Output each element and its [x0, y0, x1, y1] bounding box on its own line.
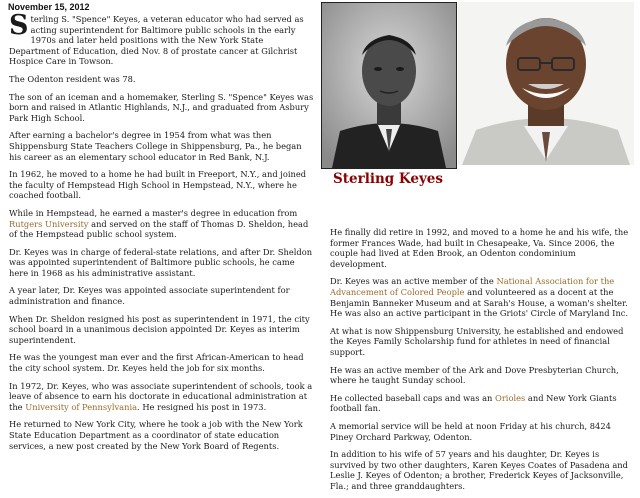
paragraph: In 1962, he moved to a home he had built in Freeport, N.Y., and joined the faculty of Hempstead High School in Hempstead, N.Y., where he coached football.: [9, 169, 307, 201]
paragraph: Sterling S. "Spence" Keyes, a veteran educator who had served as acting superintendent for Baltimore public schools in the early 1970s and later held positions with the New York State Department of Education, died Nov. 8 of prostate cancer at Gilchrist Hospice Care in Towson.: [9, 10, 304, 67]
paragraph: A year later, Dr. Keyes was appointed associate superintendent for administration and finance.: [9, 285, 290, 307]
paragraph: At what is now Shippensburg University, he established and endowed the Keyes Family Scholarship fund for athletes in need of financial support.: [330, 325, 624, 357]
paragraph: Dr. Keyes was in charge of federal-state relations, and after Dr. Sheldon was appointed superintendent of Baltimore public schools, he came here in 1968 as his administrative assistant.: [9, 246, 313, 278]
paragraph: He collected baseball caps and was an Orioles and New York Giants football fan.: [330, 392, 617, 414]
rutgers-link[interactable]: Rutgers University: [9, 218, 89, 229]
paragraph: He was an active member of the Ark and Dove Presbyterian Church, where he taught Sunday school.: [330, 364, 619, 386]
paragraph: A memorial service will be held at noon Friday at his church, 8424 Piney Orchard Parkway, Odenton.: [330, 420, 611, 442]
orioles-link[interactable]: Orioles: [495, 392, 526, 403]
paragraph: He was the youngest man ever and the first African-American to head the city school system. Dr. Keyes held the job for six months.: [9, 352, 304, 374]
paragraph: The son of an iceman and a homemaker, Sterling S. "Spence" Keyes was born and raised in Atlantic Highlands, N.J., and graduated from Asbury Park High School.: [9, 91, 314, 123]
paragraph: He returned to New York City, where he took a job with the New York State Education Department as a coordinator of state education services, a new post created by the New York Board of Regents.: [9, 419, 303, 451]
older-portrait-image: [458, 2, 634, 165]
article-column-right: [330, 227, 630, 498]
paragraph: He finally did retire in 1992, and moved to a home he and his wife, the former Frances Wade, had built in Chesapeake, Va. Since 2006, the couple had lived at Eden Brook, an Odenton condominium development.: [330, 227, 629, 269]
older-portrait-photo: [458, 2, 634, 165]
naacp-link[interactable]: National Association for the Advancement of Colored People: [330, 276, 615, 297]
paragraph: The Odenton resident was 78.: [9, 73, 136, 84]
article-date: November 15, 2012: [8, 2, 90, 12]
paragraph: In 1972, Dr. Keyes, who was associate superintendent of schools, took a leave of absence to earn his doctorate in educational administration at the University of Pennsylvania. He resigned his post in 1973.: [9, 380, 313, 412]
upenn-link[interactable]: University of Pennsylvania: [25, 401, 138, 412]
paragraph: While in Hempstead, he earned a master's degree in education from Rutgers University and served on the staff of Thomas D. Sheldon, head of the Hempstead public school system.: [9, 207, 309, 240]
photo-caption: Sterling Keyes: [333, 171, 443, 187]
young-portrait-image: [322, 3, 456, 168]
drop-cap: S: [9, 10, 29, 41]
paragraph: When Dr. Sheldon resigned his post as superintendent in 1971, the city school board in a unanimous decision appointed Dr. Keyes as interim superintendent.: [9, 313, 310, 345]
paragraph: After earning a bachelor's degree in 1954 from what was then Shippensburg State Teachers College in Shippensburg, Pa., he began his career as an elementary school educator in Red Bank, N.J.: [9, 130, 302, 162]
young-portrait-photo: [321, 2, 457, 169]
article-column-left: [9, 10, 314, 458]
paragraph: Dr. Keyes was an active member of the National Association for the Advancement of Colored People and volunteered as a docent at the Benjamin Banneker Museum and at Sarah's House, a woman's shelter. He was also an active participant in the Griots' Circle of Maryland Inc.: [330, 276, 629, 319]
paragraph: In addition to his wife of 57 years and his daughter, Dr. Keyes is survived by two other daughters, Karen Keyes Coates of Pasadena and Leslie J. Keyes of Odenton; a brother, Frederick Keyes of Jacksonville, Fla.; and three granddaughters.: [330, 449, 628, 491]
